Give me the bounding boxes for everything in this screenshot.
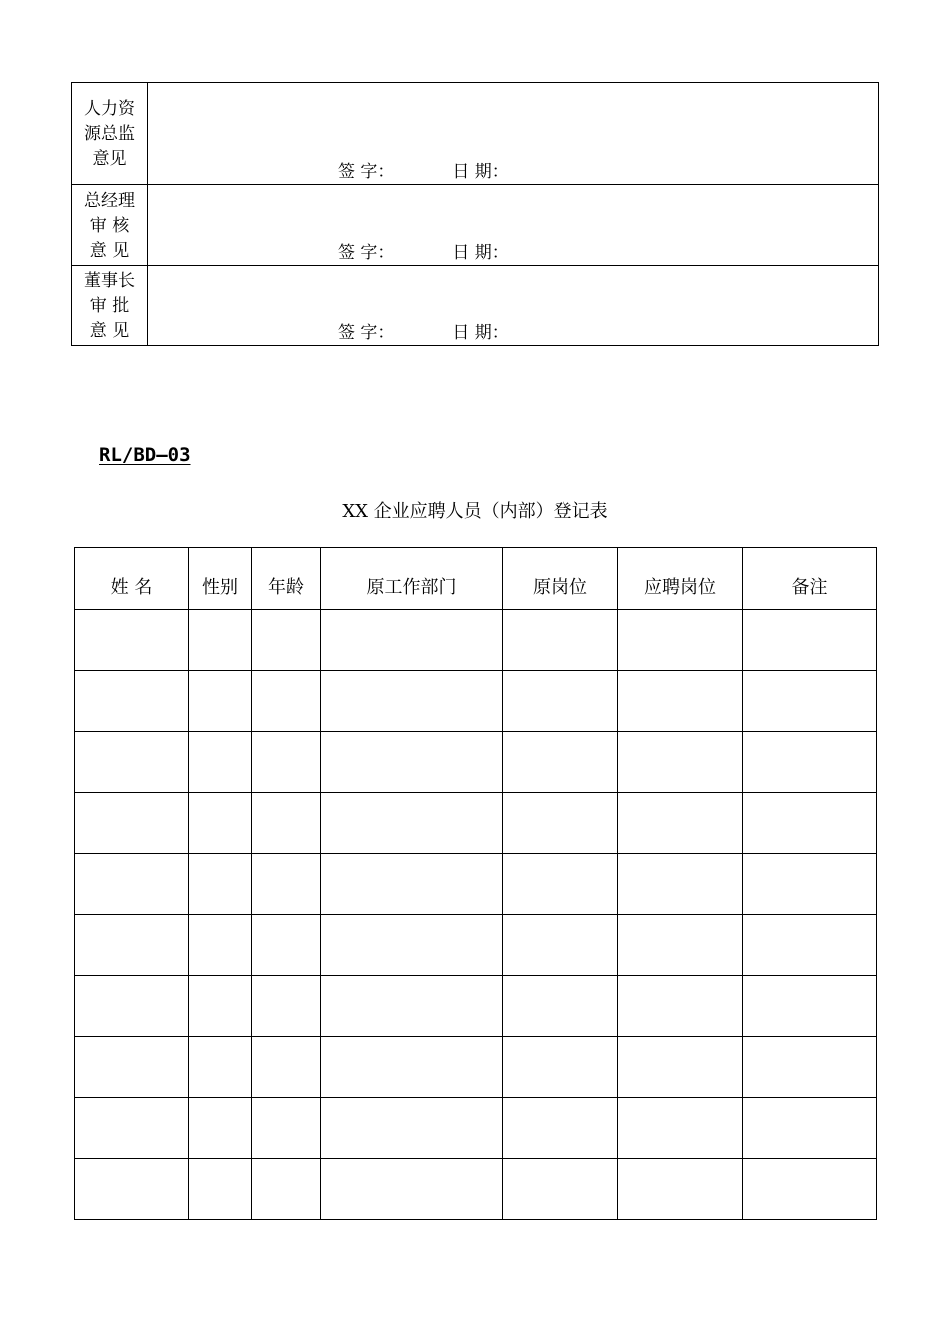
label-line: 审 批 [89, 296, 130, 316]
cell-remarks[interactable] [743, 854, 877, 915]
cell-remarks[interactable] [743, 1159, 877, 1220]
cell-original-department[interactable] [321, 610, 503, 671]
opinion-field-chairman[interactable] [148, 266, 879, 346]
cell-name[interactable] [75, 793, 189, 854]
opinion-field-general-manager[interactable] [148, 185, 879, 266]
cell-age[interactable] [252, 1098, 321, 1159]
approval-table [71, 82, 879, 346]
approval-label-chairman [72, 266, 148, 346]
cell-remarks[interactable] [743, 793, 877, 854]
date-label: 日 期： [452, 323, 509, 343]
cell-name[interactable] [75, 732, 189, 793]
cell-original-department[interactable] [321, 671, 503, 732]
approval-row-chairman [72, 266, 879, 346]
sign-date-line [338, 157, 509, 182]
opinion-field-hr-director[interactable] [148, 83, 879, 185]
cell-gender[interactable] [189, 854, 252, 915]
label-line: 总经理 [84, 190, 135, 211]
cell-original-position[interactable] [503, 1037, 618, 1098]
header-name: 姓 名 [75, 548, 189, 610]
header-gender: 性别 [189, 548, 252, 610]
cell-remarks[interactable] [743, 1098, 877, 1159]
cell-remarks[interactable] [743, 976, 877, 1037]
cell-gender[interactable] [189, 1159, 252, 1220]
cell-remarks[interactable] [743, 610, 877, 671]
cell-name[interactable] [75, 610, 189, 671]
cell-applied-position[interactable] [618, 793, 743, 854]
header-remarks: 备注 [743, 548, 877, 610]
header-age: 年龄 [252, 548, 321, 610]
cell-original-position[interactable] [503, 671, 618, 732]
header-original-position: 原岗位 [503, 548, 618, 610]
cell-age[interactable] [252, 671, 321, 732]
label-line: 意见 [92, 149, 127, 169]
label-line: 意 见 [89, 240, 130, 261]
cell-age[interactable] [252, 1159, 321, 1220]
sign-label: 签 字： [338, 162, 395, 182]
register-header-row [75, 548, 877, 610]
label-line: 人力资 [84, 99, 135, 119]
cell-gender[interactable] [189, 1098, 252, 1159]
cell-applied-position[interactable] [618, 732, 743, 793]
cell-remarks[interactable] [743, 915, 877, 976]
register-table [74, 547, 877, 1220]
cell-original-department[interactable] [321, 1159, 503, 1220]
cell-applied-position[interactable] [618, 976, 743, 1037]
approval-row-general-manager [72, 185, 879, 266]
form-code: RL/BD—03 [99, 444, 191, 466]
cell-age[interactable] [252, 976, 321, 1037]
cell-gender[interactable] [189, 671, 252, 732]
cell-remarks[interactable] [743, 671, 877, 732]
table-row [75, 1037, 877, 1098]
cell-original-position[interactable] [503, 793, 618, 854]
cell-original-department[interactable] [321, 732, 503, 793]
table-row [75, 610, 877, 671]
cell-age[interactable] [252, 610, 321, 671]
cell-age[interactable] [252, 1037, 321, 1098]
cell-age[interactable] [252, 854, 321, 915]
cell-original-position[interactable] [503, 976, 618, 1037]
cell-gender[interactable] [189, 732, 252, 793]
cell-original-department[interactable] [321, 854, 503, 915]
cell-remarks[interactable] [743, 1037, 877, 1098]
label-line: 审 核 [89, 215, 130, 236]
sign-label: 签 字： [338, 323, 395, 343]
cell-name[interactable] [75, 976, 189, 1037]
cell-applied-position[interactable] [618, 854, 743, 915]
cell-age[interactable] [252, 793, 321, 854]
cell-applied-position[interactable] [618, 1037, 743, 1098]
cell-original-position[interactable] [503, 732, 618, 793]
cell-applied-position[interactable] [618, 671, 743, 732]
cell-original-department[interactable] [321, 1098, 503, 1159]
header-applied-position: 应聘岗位 [618, 548, 743, 610]
cell-gender[interactable] [189, 1037, 252, 1098]
cell-name[interactable] [75, 671, 189, 732]
cell-original-department[interactable] [321, 793, 503, 854]
cell-original-position[interactable] [503, 1098, 618, 1159]
cell-gender[interactable] [189, 976, 252, 1037]
cell-applied-position[interactable] [618, 915, 743, 976]
cell-name[interactable] [75, 1037, 189, 1098]
cell-age[interactable] [252, 732, 321, 793]
cell-original-position[interactable] [503, 1159, 618, 1220]
register-body [75, 610, 877, 1220]
sign-label: 签 字： [338, 243, 395, 263]
table-row [75, 915, 877, 976]
approval-label-hr-director [72, 83, 148, 185]
label-line: 源总监 [84, 124, 135, 144]
date-label: 日 期： [452, 162, 509, 182]
cell-name[interactable] [75, 1159, 189, 1220]
cell-original-department[interactable] [321, 1037, 503, 1098]
cell-gender[interactable] [189, 610, 252, 671]
cell-name[interactable] [75, 915, 189, 976]
register-title: XX 企业应聘人员（内部）登记表 [342, 501, 608, 522]
cell-applied-position[interactable] [618, 1159, 743, 1220]
sign-date-line [338, 318, 509, 343]
header-original-department: 原工作部门 [321, 548, 503, 610]
sign-date-line [338, 238, 509, 263]
label-line: 意 见 [89, 321, 130, 341]
cell-original-position[interactable] [503, 610, 618, 671]
cell-gender[interactable] [189, 793, 252, 854]
label-line: 董事长 [84, 271, 135, 291]
approval-row-hr-director [72, 83, 879, 185]
cell-name[interactable] [75, 854, 189, 915]
table-row [75, 732, 877, 793]
table-row [75, 854, 877, 915]
cell-original-department[interactable] [321, 976, 503, 1037]
cell-original-department[interactable] [321, 915, 503, 976]
cell-gender[interactable] [189, 915, 252, 976]
cell-name[interactable] [75, 1098, 189, 1159]
table-row [75, 1159, 877, 1220]
cell-applied-position[interactable] [618, 610, 743, 671]
cell-original-position[interactable] [503, 915, 618, 976]
cell-applied-position[interactable] [618, 1098, 743, 1159]
table-row [75, 976, 877, 1037]
table-row [75, 671, 877, 732]
cell-age[interactable] [252, 915, 321, 976]
table-row [75, 1098, 877, 1159]
date-label: 日 期： [452, 243, 509, 263]
cell-remarks[interactable] [743, 732, 877, 793]
table-row [75, 793, 877, 854]
approval-label-general-manager [72, 185, 148, 266]
cell-original-position[interactable] [503, 854, 618, 915]
